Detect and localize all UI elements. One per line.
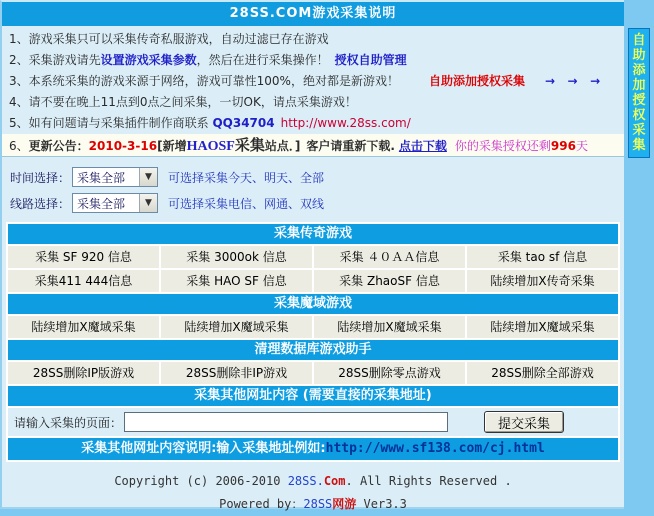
collect-sf920-button[interactable]: 采集 SF 920 信息 [8,246,159,268]
filters-panel [2,157,624,222]
collect-page-label: 请输入采集的页面： [14,415,123,430]
delete-all-games-button[interactable]: 28SS删除全部游戏 [467,362,618,384]
moyu-placeholder-3[interactable]: 陆续增加X魔域采集 [314,316,465,338]
time-select[interactable] [72,167,158,187]
powered-by-text: Powered by： [219,497,304,511]
chevron-down-icon: ▼ [139,168,157,186]
arrow-right-icons: → → → [544,74,601,88]
powered-by-line [2,493,624,516]
moyu-placeholder-1[interactable]: 陆续增加X魔域采集 [8,316,159,338]
delete-ip-games-button[interactable]: 28SS删除IP版游戏 [8,362,159,384]
other-url-input-row [8,408,618,436]
page-title: 28SS.COM游戏采集说明 [2,2,624,26]
example-url-link[interactable]: http://www.sf138.com/cj.html [325,441,545,456]
legend-button-row-1 [8,246,618,268]
instruction-line-3 [2,71,624,92]
instruction-line-4 [2,92,624,113]
auth-self-manage-link[interactable]: 授权自助管理 [334,53,407,67]
announcement-text: 采集 [234,136,265,154]
announcement-number: 6、 [9,139,29,153]
legend-button-row-2 [8,270,618,292]
side-banner-self-add-auth[interactable]: 自助添加授权采集 [628,28,650,158]
auth-remaining-text: 你的采集授权还剩 [454,139,551,153]
line-select[interactable] [72,193,158,213]
brand-wangyou: 网游 [332,497,357,511]
section-header-cleanup: 清理数据库游戏助手 [8,340,618,360]
copyright-text: . All Rights Reserved . [345,474,512,488]
brand-28ss: 28SS. [287,474,324,488]
section-header-other-url: 采集其他网址内容 (需要直接的采集地址) [8,386,618,406]
click-download-link[interactable]: 点击下载 [398,139,447,153]
instructions-panel [2,26,624,157]
delete-nonip-games-button[interactable]: 28SS删除非IP游戏 [161,362,312,384]
instruction-line-6-announcement [2,134,624,156]
copyright-text: Copyright (c) 2006-2010 [114,474,288,488]
collect-3000ok-button[interactable]: 采集 3000ok 信息 [161,246,312,268]
instruction-line-5 [2,113,624,134]
instruction-text: 1、游戏采集只可以采集传奇私服游戏，自动过滤已存在游戏 [9,32,329,46]
collect-page-input[interactable] [124,412,448,432]
section-header-legend: 采集传奇游戏 [8,224,618,244]
collect-tables [6,222,620,462]
instruction-line-1 [2,29,624,50]
instruction-text: 5、如有问题请与采集插件制作商联系 [9,116,213,130]
line-select-value: 采集全部 [77,196,126,211]
announcement-text: 客户请重新下载. [306,139,395,153]
instruction-line-2 [2,50,624,71]
set-params-link[interactable]: 设置游戏采集参数 [100,53,197,67]
brand-com: Com [323,474,346,488]
auth-remaining-unit: 天 [575,139,588,153]
copyright-line [2,470,624,493]
collect-taosf-button[interactable]: 采集 tao sf 信息 [467,246,618,268]
instruction-text: 4、请不要在晚上11点到0点之间采集，一切OK，请点采集游戏！ [9,95,357,109]
footer [2,462,624,516]
auth-remaining-days: 996 [550,139,576,153]
self-add-auth-highlight: 自助添加授权采集 [428,74,525,88]
time-select-hint: 可选择采集今天、明天、全部 [168,170,325,185]
version-text: Ver3.3 [356,497,407,511]
instruction-text: 3、本系统采集的游戏来源于网络，游戏可靠性100%，绝对都是新游戏！ [9,74,399,88]
collect-40aa-button[interactable]: 采集 ４０ＡＡ信息 [314,246,465,268]
cleanup-button-row [8,362,618,384]
line-filter-row [10,190,624,216]
submit-collect-button[interactable]: 提交采集 [484,411,564,433]
instruction-text: 2、采集游戏请先 [9,53,101,67]
collect-411-444-button[interactable]: 采集411 444信息 [8,270,159,292]
note-prefix-text: 采集其他网址内容说明:输入采集地址例如: [81,441,326,456]
other-url-note-bar [8,438,618,460]
delete-zero-games-button[interactable]: 28SS删除零点游戏 [314,362,465,384]
collect-zhaosf-button[interactable]: 采集 ZhaoSF 信息 [314,270,465,292]
announcement-label: 更新公告： [28,139,89,153]
haosf-site-name: HAOSF [186,139,235,154]
announcement-date: 2010-3-16 [88,139,158,153]
time-select-label: 时间选择： [10,170,71,185]
collect-haosf-button[interactable]: 采集 HAO SF 信息 [161,270,312,292]
announcement-text: [新增 [157,139,187,153]
announcement-text: 站点．] [264,139,301,153]
more-legend-placeholder[interactable]: 陆续增加X传奇采集 [467,270,618,292]
time-filter-row [10,164,624,190]
time-select-value: 采集全部 [77,170,126,185]
moyu-placeholder-2[interactable]: 陆续增加X魔域采集 [161,316,312,338]
brand-28ss: 28SS [303,497,333,511]
section-header-moyu: 采集魔域游戏 [8,294,618,314]
homepage-url-link[interactable]: http://www.28ss.com/ [280,116,411,130]
chevron-down-icon: ▼ [139,194,157,212]
moyu-button-row [8,316,618,338]
line-select-hint: 可选择采集电信、网通、双线 [168,196,325,211]
moyu-placeholder-4[interactable]: 陆续增加X魔域采集 [467,316,618,338]
qq-number: QQ34704 [212,116,275,130]
instruction-text: ，然后在进行采集操作！ [196,53,329,67]
line-select-label: 线路选择： [10,196,71,211]
